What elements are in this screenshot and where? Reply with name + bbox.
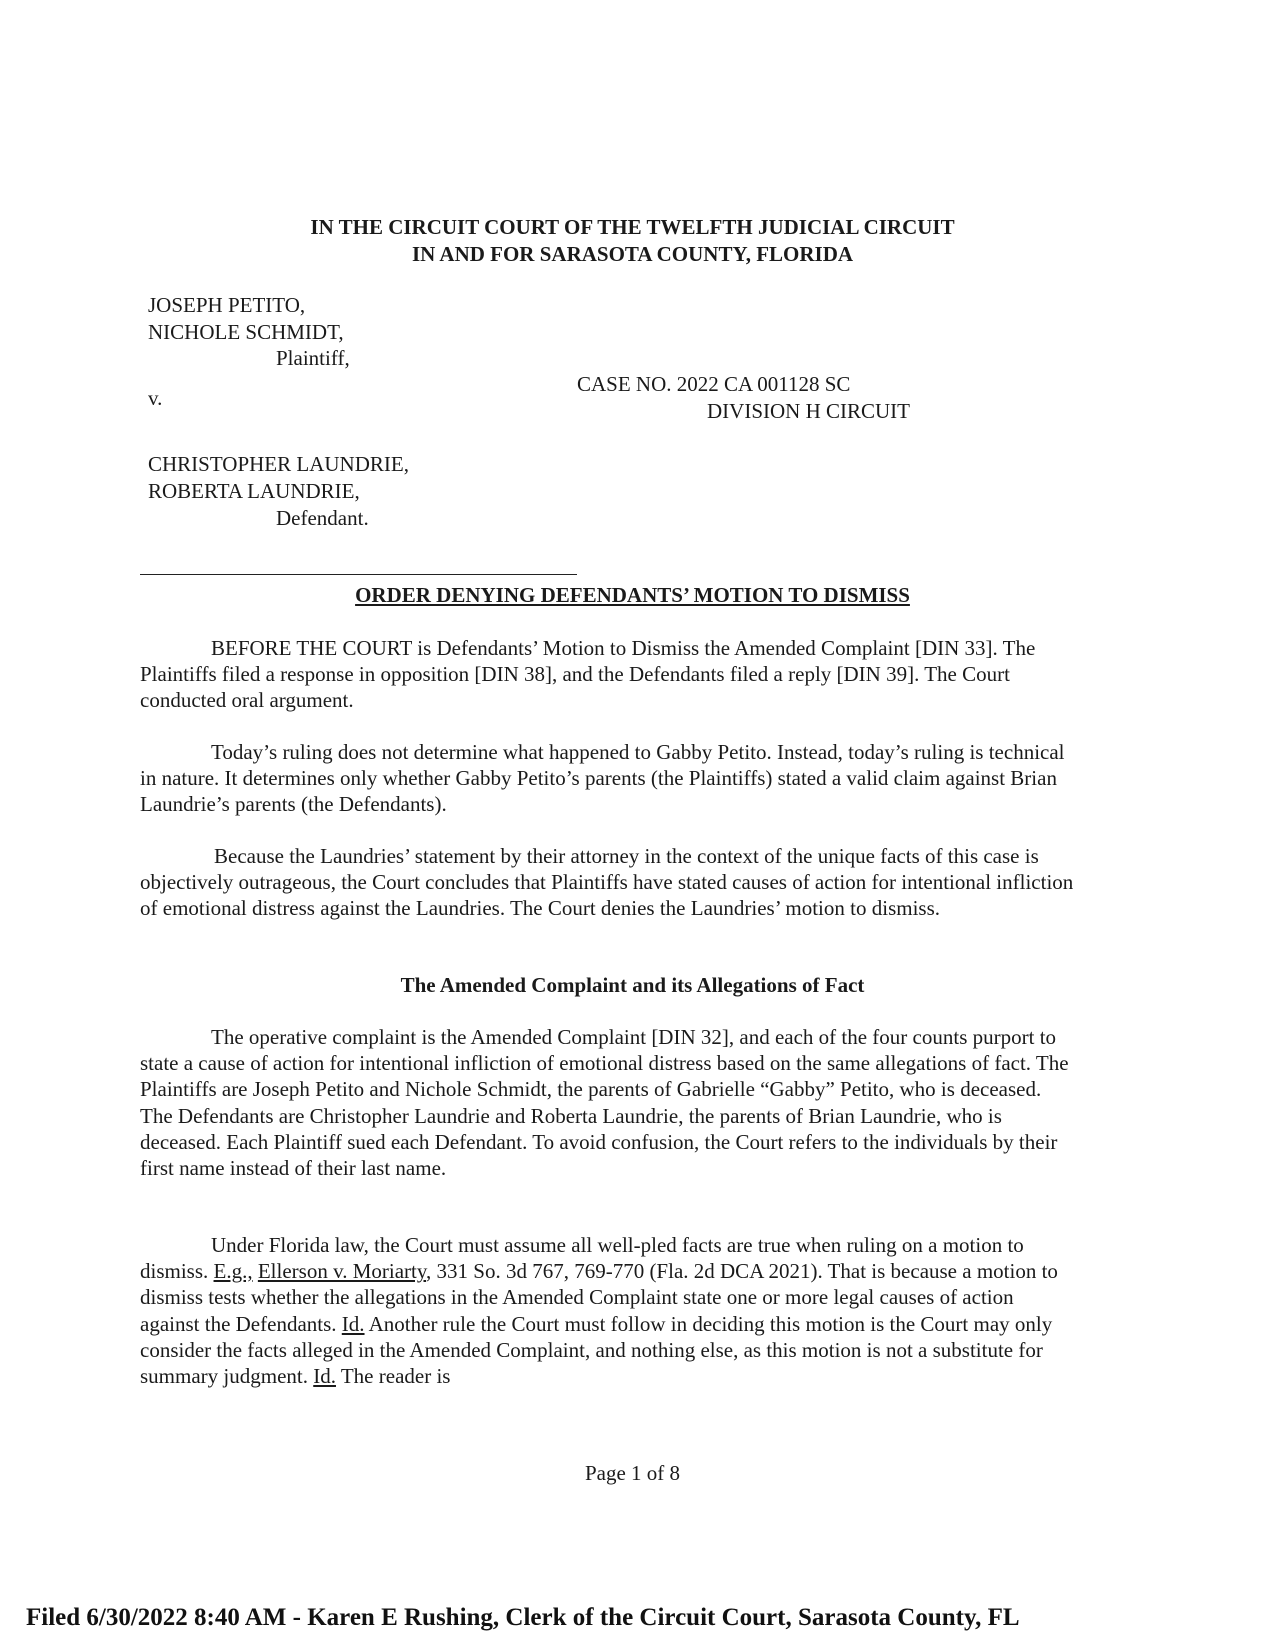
citation-id-1: Id. xyxy=(341,1311,365,1336)
paragraph-5-text-b: , 331 So. 3d 767, 769-770 (Fla. 2d DCA 2021). That is because a motion to dismiss tests whether the allegations in the Amended Complaint state one or more legal causes of action against the Defendants. xyxy=(140,1259,1058,1336)
citation-eg: E.g., xyxy=(213,1259,253,1284)
paragraph-3: Because the Laundries’ statement by their attorney in the context of the unique facts of this case is objectively outrageous, the Court concludes that Plaintiffs have stated causes of action for intentional infliction of emotional distress against the Laundries. The Court denies the Laundries’ motion to dismiss. xyxy=(140,844,1074,921)
court-header-line-1: IN THE CIRCUIT COURT OF THE TWELFTH JUDICIAL CIRCUIT xyxy=(310,215,955,239)
paragraph-5-text-c: Another rule the Court must follow in deciding this motion is the Court may only consider the facts alleged in the Amended Complaint, and nothing else, as this motion is not a substitute for summary judgment. xyxy=(140,1311,1053,1389)
paragraph-2: Today’s ruling does not determine what happened to Gabby Petito. Instead, today’s ruling is technical in nature. It determines only whether Gabby Petito’s parents (the Plaintiffs) stated a valid claim against Brian Laundrie’s parents (the Defendants). xyxy=(140,740,1065,817)
plaintiff-name-1: JOSEPH PETITO, xyxy=(148,293,306,317)
paragraph-4: The operative complaint is the Amended Complaint [DIN 32], and each of the four counts purport to state a cause of action for intentional infliction of emotional distress based on the same allegations of fact. The Plaintiffs are Joseph Petito and Nichole Schmidt, the parents of Gabrielle “Gabby” Petito, who is deceased. The Defendants are Christopher Laundrie and Roberta Laundrie, the parents of Brian Laundrie, who is deceased. Each Plaintiff sued each Defendant. To avoid confusion, the Court refers to the individuals by their first name instead of their last name. xyxy=(140,1025,1069,1181)
court-header-line-2: IN AND FOR SARASOTA COUNTY, FLORIDA xyxy=(411,242,854,266)
section-heading: The Amended Complaint and its Allegations of Fact xyxy=(400,973,865,997)
defendant-name-2: ROBERTA LAUNDRIE, xyxy=(148,479,360,503)
plaintiff-name-2: NICHOLE SCHMIDT, xyxy=(148,320,344,344)
defendant-name-1: CHRISTOPHER LAUNDRIE, xyxy=(148,452,409,476)
paragraph-5-text-a: Under Florida law, the Court must assume all well-pled facts are true when ruling on a motion to dismiss. xyxy=(140,1233,1024,1284)
caption-divider xyxy=(140,574,577,575)
filing-stamp: Filed 6/30/2022 8:40 AM - Karen E Rushing, Clerk of the Circuit Court, Sarasota County, FL xyxy=(26,1604,1020,1631)
versus-label: v. xyxy=(148,386,163,410)
plaintiff-label: Plaintiff, xyxy=(276,346,350,370)
paragraph-1: BEFORE THE COURT is Defendants’ Motion to Dismiss the Amended Complaint [DIN 33]. The Plaintiffs filed a response in opposition [DIN 38], and the Defendants filed a reply [DIN 39]. The Court conducted oral argument. xyxy=(140,636,1036,713)
division-label: DIVISION H CIRCUIT xyxy=(707,399,910,423)
paragraph-5 xyxy=(140,1232,1075,1389)
citation-case-name: Ellerson v. Moriarty xyxy=(257,1259,427,1284)
citation-id-2: Id. xyxy=(313,1364,336,1389)
case-number: CASE NO. 2022 CA 001128 SC xyxy=(577,372,851,396)
page-number: Page 1 of 8 xyxy=(584,1461,681,1485)
defendant-label: Defendant. xyxy=(276,506,369,530)
order-title-text: ORDER DENYING DEFENDANTS’ MOTION TO DISMISS xyxy=(355,583,910,607)
order-title xyxy=(0,582,1265,608)
paragraph-5-text-d: The reader is xyxy=(335,1364,451,1389)
